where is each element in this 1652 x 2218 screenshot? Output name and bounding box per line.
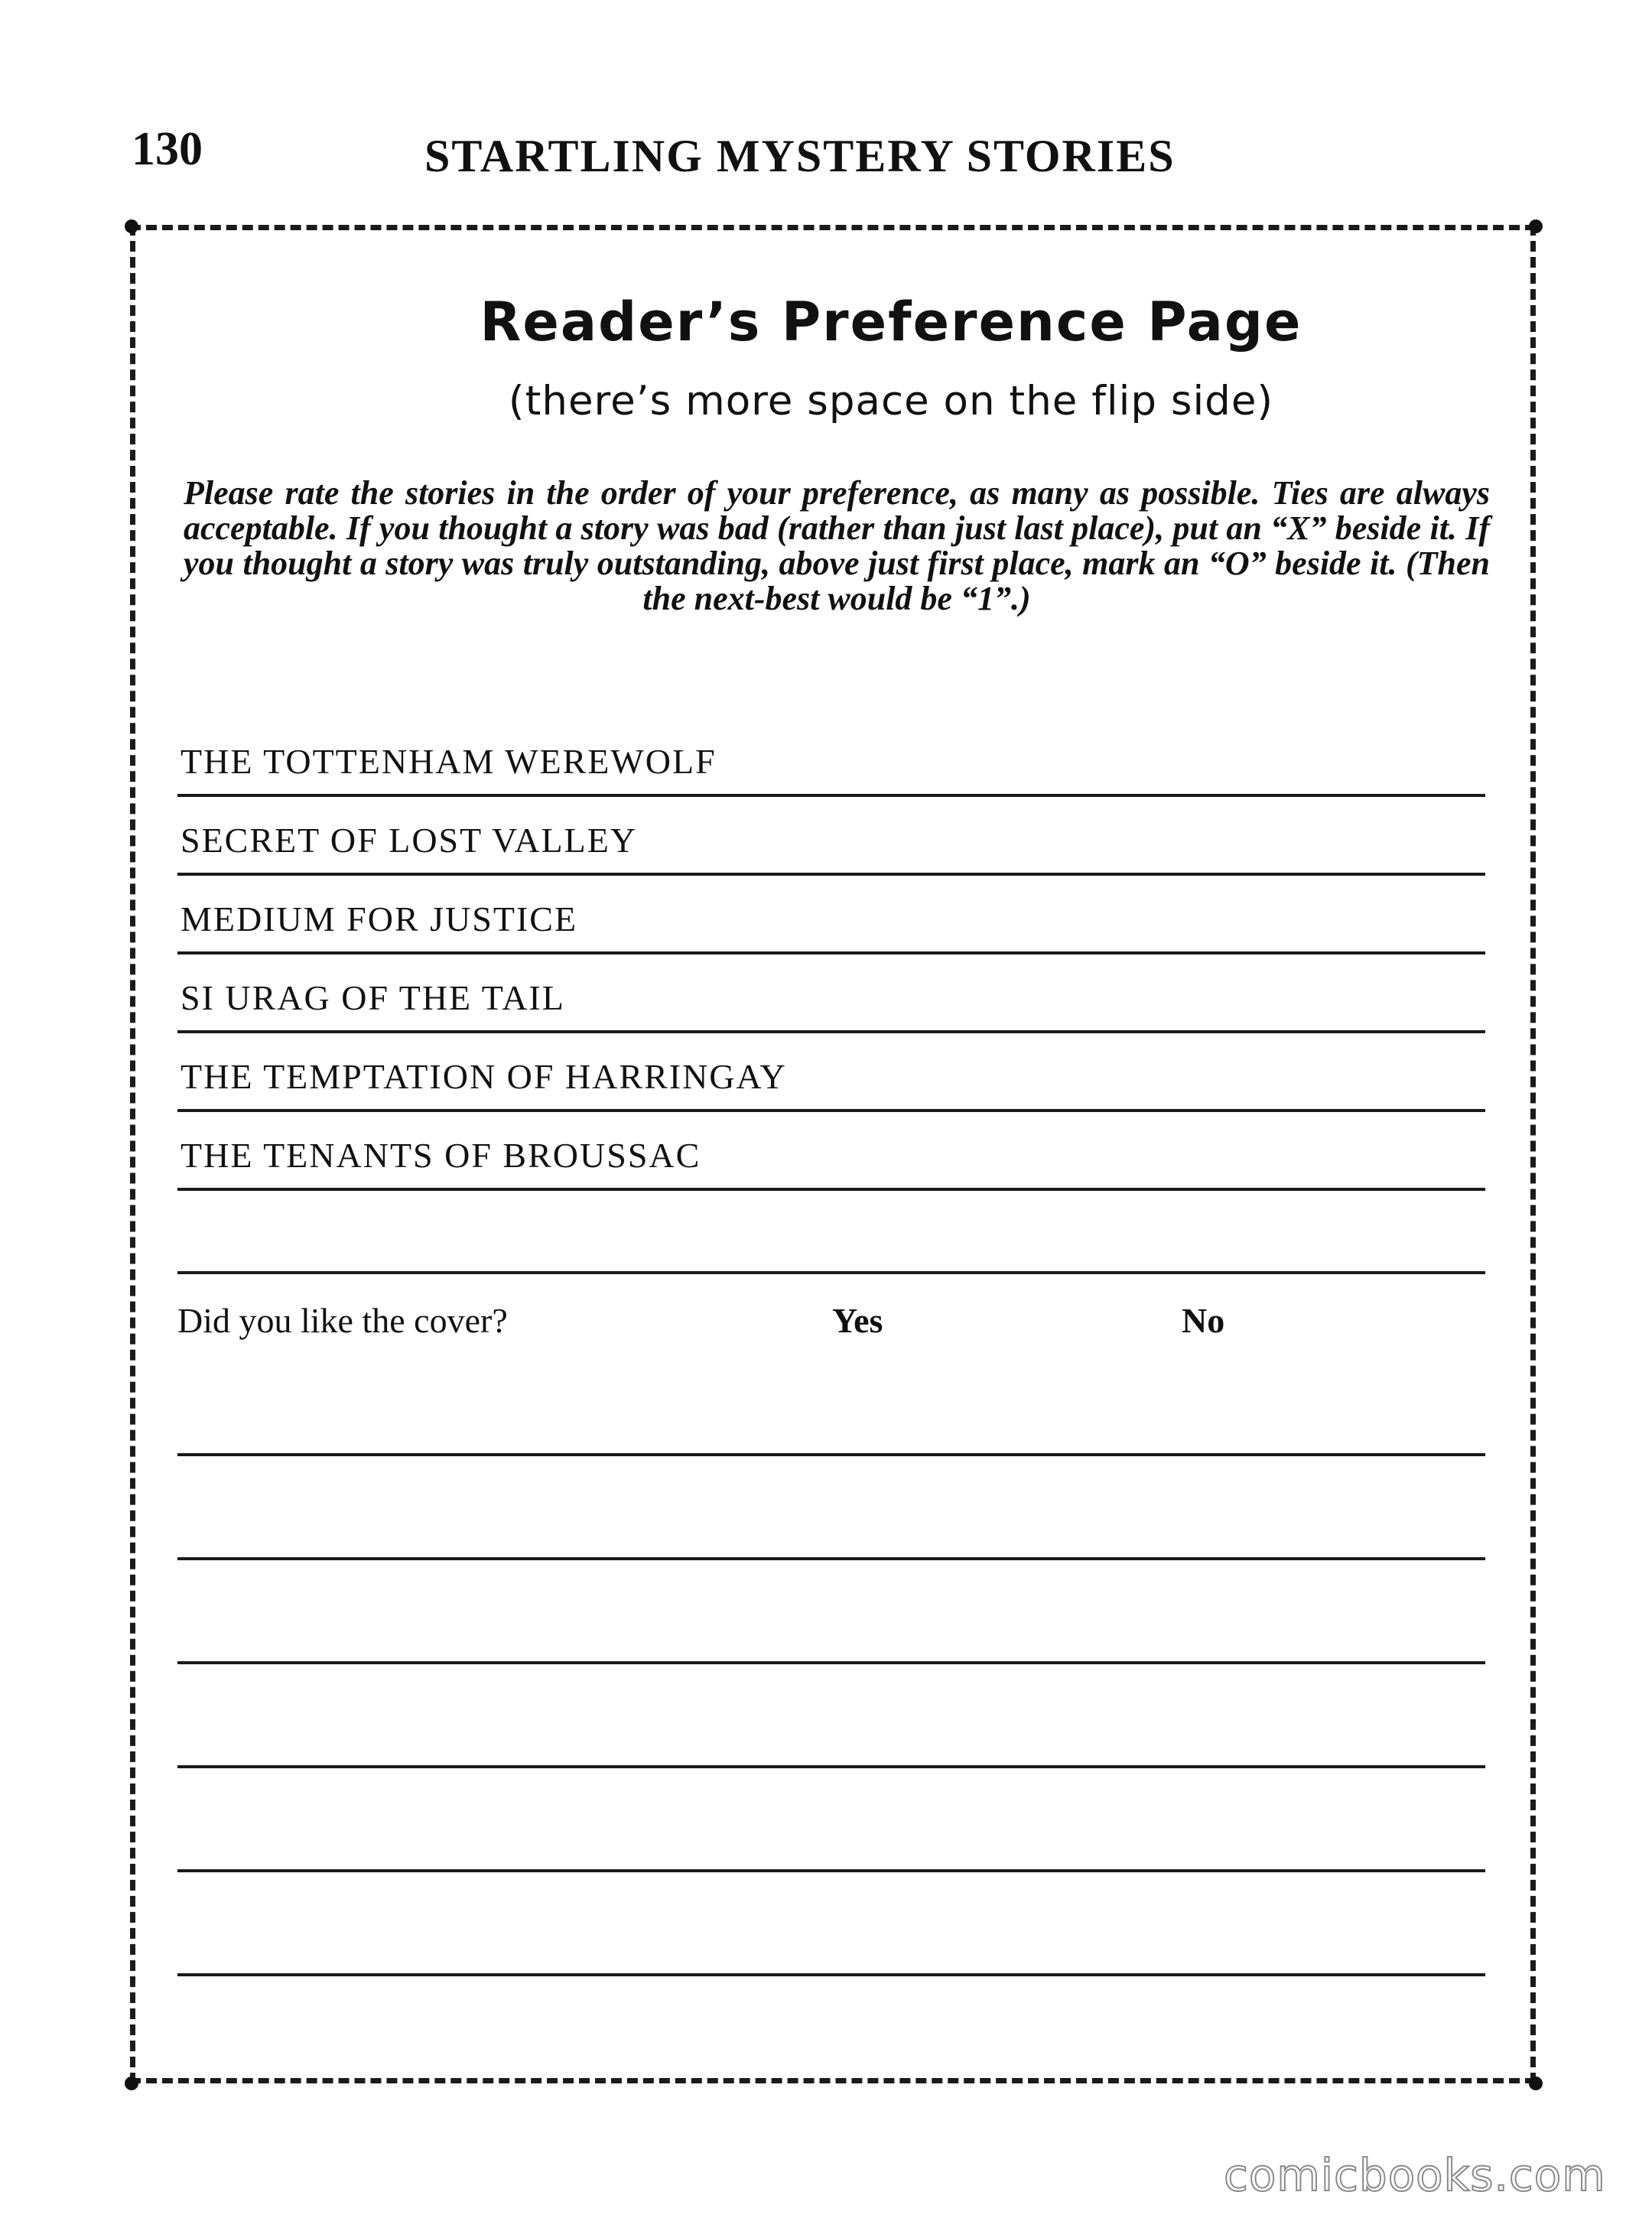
story-title: MEDIUM FOR JUSTICE	[180, 899, 578, 938]
story-rating-row-blank[interactable]	[177, 1198, 1485, 1274]
cover-question: Did you like the cover?	[177, 1301, 508, 1340]
story-title: THE TEMPTATION OF HARRINGAY	[180, 1057, 787, 1096]
frame-corner-ornament	[1529, 220, 1543, 233]
story-title: THE TENANTS OF BROUSSAC	[180, 1136, 701, 1175]
comment-line[interactable]	[177, 1453, 1485, 1456]
comment-line[interactable]	[177, 1557, 1485, 1560]
comment-line[interactable]	[177, 1661, 1485, 1664]
comment-line[interactable]	[177, 1869, 1485, 1872]
watermark: comicbooks.com	[1224, 2149, 1606, 2201]
magazine-title: STARTLING MYSTERY STORIES	[424, 131, 1176, 181]
comment-line[interactable]	[177, 1765, 1485, 1768]
story-title: THE TOTTENHAM WEREWOLF	[180, 742, 717, 781]
cover-no-option[interactable]: No	[1182, 1301, 1225, 1340]
form-title: Reader’s Preference Page	[480, 291, 1302, 353]
frame-corner-ornament	[1529, 2077, 1543, 2090]
instructions: Please rate the stories in the order of your preference, as many as possible. Ties are always acceptable. If you thought a story was bad (rather than just last place), put an “X” beside it. If you thought a story was truly outstanding, above just first place, mark an “O” beside it. (Then the next-best would be “1”.)	[184, 474, 1490, 617]
comment-line[interactable]	[177, 1973, 1485, 1976]
story-rating-row[interactable]	[177, 878, 1485, 955]
form-subtitle: (there’s more space on the flip side)	[508, 378, 1274, 424]
story-rating-row[interactable]	[177, 799, 1485, 876]
frame-corner-ornament	[125, 220, 138, 233]
frame-corner-ornament	[125, 2077, 138, 2090]
story-rating-row[interactable]	[177, 1114, 1485, 1191]
story-title: SECRET OF LOST VALLEY	[180, 821, 638, 860]
story-rating-row[interactable]	[177, 1036, 1485, 1112]
cover-yes-option[interactable]: Yes	[832, 1301, 883, 1340]
story-rating-row[interactable]	[177, 720, 1485, 797]
story-rating-row[interactable]	[177, 957, 1485, 1033]
story-title: SI URAG OF THE TAIL	[180, 978, 565, 1017]
page-number: 130	[132, 123, 203, 175]
